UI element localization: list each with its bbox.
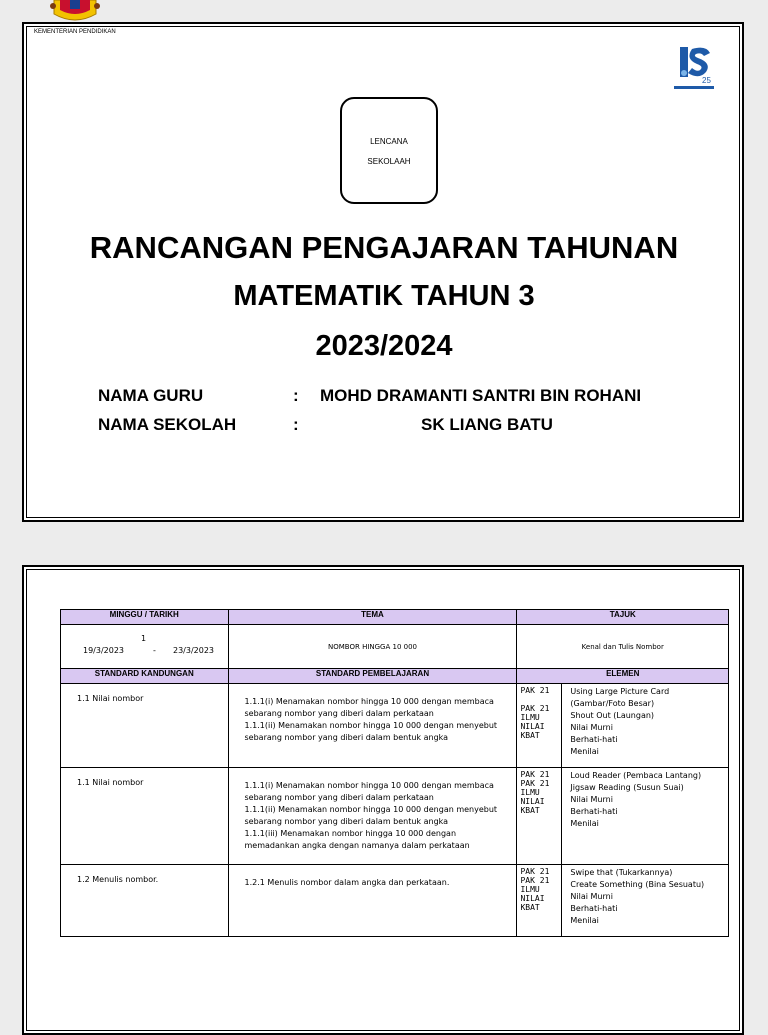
- table-row: [61, 865, 729, 937]
- cat-line: PAK 21: [520, 770, 550, 779]
- tema-cell: NOMBOR HINGGA 10 000: [228, 625, 517, 669]
- cat-line: [520, 695, 558, 704]
- elemen-line: Nilai Murni: [570, 892, 613, 901]
- document-title: RANCANGAN PENGAJARAN TAHUNAN: [89, 230, 679, 265]
- header-tajuk: TAJUK: [517, 610, 729, 625]
- elemen-line: Loud Reader (Pembaca Lantang): [570, 771, 702, 780]
- cat-line: KBAT: [520, 806, 540, 815]
- document-subject: MATEMATIK TAHUN 3: [233, 280, 535, 312]
- sp-line: 1.1.1(ii) Menamakan nombor hingga 10 000 dengan menyebut: [244, 721, 498, 730]
- school-label: NAMA SEKOLAH: [98, 415, 237, 434]
- elemen-line: Jigsaw Reading (Susun Suai): [570, 783, 684, 792]
- elemen-line: Berhati-hati: [570, 904, 618, 913]
- table-row: [61, 684, 729, 768]
- cat-line: NILAI: [520, 894, 545, 903]
- element-details: [562, 768, 729, 865]
- cat-line: PAK 21: [520, 867, 550, 876]
- school-name: SK LIANG BATU: [421, 415, 553, 434]
- cat-line: KBAT: [520, 731, 540, 740]
- school-badge-placeholder: [340, 97, 438, 204]
- government-crest-icon: [50, 0, 100, 22]
- teacher-name: MOHD DRAMANTI SANTRI BIN ROHANI: [320, 386, 642, 405]
- sp-line: 1.2.1 Menulis nombor dalam angka dan perkataan.: [244, 878, 450, 887]
- sp-line: sebarang nombor yang diberi dalam bentuk angka: [244, 733, 449, 742]
- cat-line: ILMU: [520, 713, 540, 722]
- elemen-line: Nilai Murni: [570, 723, 613, 732]
- week-cell: [61, 625, 229, 669]
- header-tema: TEMA: [228, 610, 517, 625]
- week-row: [61, 625, 729, 669]
- cat-line: PAK 21: [520, 876, 550, 885]
- element-category: [517, 865, 562, 937]
- standard-kandungan: 1.2 Menulis nombor.: [61, 865, 229, 937]
- cat-line: KBAT: [520, 903, 540, 912]
- elemen-line: Create Something (Bina Sesuatu): [570, 880, 705, 889]
- standard-kandungan: 1.1 Nilai nombor: [61, 684, 229, 768]
- sp-line: sebarang nombor yang diberi dalam bentuk angka: [244, 817, 449, 826]
- cat-line: NILAI: [520, 722, 545, 731]
- sp-line: 1.1.1(i) Menamakan nombor hingga 10 000 dengan membaca: [244, 697, 494, 706]
- week-dash: -: [153, 646, 156, 655]
- sp-line: 1.1.1(ii) Menamakan nombor hingga 10 000 dengan menyebut: [244, 805, 498, 814]
- lesson-plan-table: [60, 609, 729, 937]
- standard-pembelajaran: [228, 768, 517, 865]
- sp-line: memadankan angka dengan namanya dalam perkataan: [244, 841, 470, 850]
- cat-line: PAK 21: [520, 686, 550, 695]
- badge-line-1: LENCANA: [370, 137, 408, 146]
- elemen-line: Using Large Picture Card: [570, 687, 670, 696]
- standard-pembelajaran: [228, 865, 517, 937]
- cat-line: PAK 21: [520, 779, 550, 788]
- standard-kandungan: 1.1 Nilai nombor: [61, 768, 229, 865]
- sp-line: sebarang nombor yang diberi dalam perkataan: [244, 793, 434, 802]
- element-details: [562, 865, 729, 937]
- header-standard-pembelajaran: STANDARD PEMBELAJARAN: [228, 669, 517, 684]
- sp-line: 1.1.1(iii) Menamakan nombor hingga 10 000 dengan: [244, 829, 457, 838]
- elemen-line: Nilai Murni: [570, 795, 613, 804]
- week-end-date: 23/3/2023: [173, 646, 215, 655]
- elemen-line: Menilai: [570, 819, 599, 828]
- teacher-label: NAMA GURU: [98, 386, 204, 405]
- sp-line: sebarang nombor yang diberi dalam perkataan: [244, 709, 434, 718]
- week-number: 1: [141, 634, 147, 643]
- cat-line: PAK 21: [520, 704, 550, 713]
- school-colon: :: [293, 415, 299, 434]
- teacher-colon: :: [293, 386, 299, 405]
- header-minggu: MINGGU / TARIKH: [61, 610, 229, 625]
- table-row: [61, 768, 729, 865]
- element-details: [562, 684, 729, 768]
- header-elemen: ELEMEN: [517, 669, 729, 684]
- subheader-row: [61, 669, 729, 684]
- logo-number: 25: [702, 76, 711, 85]
- elemen-line: Berhati-hati: [570, 807, 618, 816]
- ministry-label: KEMENTERIAN PENDIDIKAN: [34, 29, 116, 35]
- standard-pembelajaran: [228, 684, 517, 768]
- element-category: [517, 768, 562, 865]
- sp-line: 1.1.1(i) Menamakan nombor hingga 10 000 dengan membaca: [244, 781, 494, 790]
- week-start-date: 19/3/2023: [83, 646, 125, 655]
- cat-line: NILAI: [520, 797, 545, 806]
- tajuk-cell: Kenal dan Tulis Nombor: [517, 625, 729, 669]
- elemen-line: (Gambar/Foto Besar): [570, 699, 655, 708]
- cat-line: ILMU: [520, 788, 540, 797]
- elemen-line: Berhati-hati: [570, 735, 618, 744]
- table-header-row: [61, 610, 729, 625]
- element-category: [517, 684, 562, 768]
- document-year: 2023/2024: [315, 330, 453, 362]
- badge-line-2: SEKOLAAH: [367, 157, 411, 166]
- elemen-line: Menilai: [570, 747, 599, 756]
- anniversary-25-logo-icon: [672, 43, 716, 91]
- cat-line: ILMU: [520, 885, 540, 894]
- elemen-line: Menilai: [570, 916, 599, 925]
- header-standard-kandungan: STANDARD KANDUNGAN: [61, 669, 229, 684]
- elemen-line: Shout Out (Laungan): [570, 711, 655, 720]
- elemen-line: Swipe that (Tukarkannya): [570, 868, 673, 877]
